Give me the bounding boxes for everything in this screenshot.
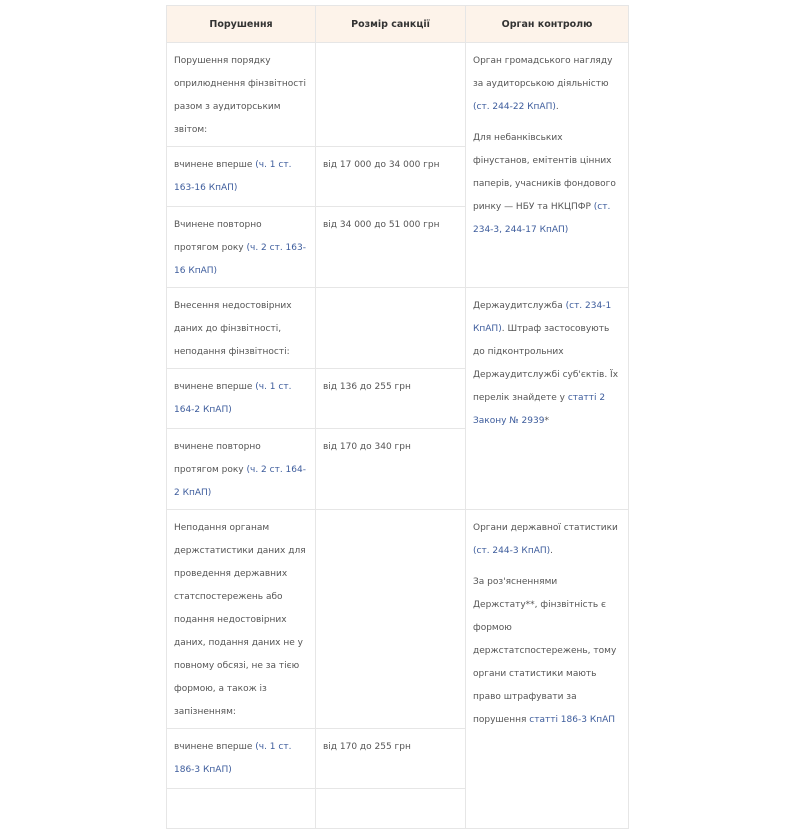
table-row — [167, 43, 629, 147]
law-reference-link[interactable]: (ч. 1 ст. 186-3 КпАП) — [174, 742, 292, 775]
text-segment: * — [544, 416, 549, 426]
text-segment: Вчинене повторно протягом року — [174, 220, 262, 253]
violation-cell — [167, 207, 316, 288]
law-reference-link[interactable]: (ч. 1 ст. 163-16 КпАП) — [174, 160, 292, 193]
text-segment: За роз'ясненнями Держстату**, фінзвітність є формою держстатспостережень, тому органи статистики мають право штрафувати за порушення — [473, 577, 617, 725]
law-reference-link[interactable]: (ст. 244-22 КпАП) — [473, 102, 556, 112]
law-reference-link[interactable]: статті 186-3 КпАП — [529, 715, 616, 725]
sanction-cell — [316, 43, 466, 147]
law-reference-link[interactable]: (ст. 234-1 КпАП) — [473, 301, 612, 334]
sanction-cell: від 170 до 340 грн — [316, 429, 466, 510]
text-segment: Для небанківських фінустанов, емітентів цінних паперів, учасників фондового ринку — НБУ та НКЦПФР — [473, 133, 616, 212]
authority-paragraph — [473, 127, 621, 242]
header-violation: Порушення — [167, 6, 316, 43]
text-segment: Порушення порядку оприлюднення фінзвітності разом з аудиторським звітом: — [174, 56, 306, 135]
authority-cell — [466, 288, 629, 510]
text-segment: Внесення недостовірних даних до фінзвітності, неподання фінзвітності: — [174, 301, 292, 357]
law-reference-link[interactable]: (ч. 2 ст. 164-2 КпАП) — [174, 465, 306, 498]
sanction-cell: від 170 до 255 грн — [316, 729, 466, 789]
authority-paragraph — [473, 517, 621, 563]
sanction-cell — [316, 288, 466, 369]
law-reference-link[interactable]: (ч. 2 ст. 163-16 КпАП) — [174, 243, 306, 276]
table-row — [167, 510, 629, 729]
sanction-cell: від 136 до 255 грн — [316, 369, 466, 429]
text-segment: Органи державної статистики — [473, 523, 618, 533]
header-authority: Орган контролю — [466, 6, 629, 43]
violation-cell — [167, 510, 316, 729]
table-row — [167, 288, 629, 369]
header-sanction: Розмір санкції — [316, 6, 466, 43]
text-segment: Орган громадського нагляду за аудиторською діяльністю — [473, 56, 613, 89]
violation-cell — [167, 789, 316, 829]
authority-cell — [466, 510, 629, 829]
sanction-cell — [316, 789, 466, 829]
text-segment: вчинене повторно протягом року — [174, 442, 261, 475]
violation-cell — [167, 288, 316, 369]
text-segment: Держаудитслужба — [473, 301, 566, 311]
violation-cell — [167, 43, 316, 147]
text-segment: вчинене вперше — [174, 160, 256, 170]
law-reference-link[interactable]: (ч. 1 ст. 164-2 КпАП) — [174, 382, 292, 415]
text-segment: вчинене вперше — [174, 742, 256, 752]
violation-cell — [167, 147, 316, 207]
law-reference-link[interactable]: (ст. 244-3 КпАП) — [473, 546, 551, 556]
violation-cell — [167, 369, 316, 429]
text-segment: . — [550, 546, 554, 556]
sanction-cell: від 17 000 до 34 000 грн — [316, 147, 466, 207]
authority-paragraph — [473, 571, 621, 732]
text-segment: . Штраф застосовують до підконтрольних Держаудитслужбі суб'єктів. Їх перелік знайдете у — [473, 324, 619, 403]
text-segment: . — [555, 102, 559, 112]
law-reference-link[interactable]: статті 2 Закону № 2939 — [473, 393, 606, 426]
authority-paragraph — [473, 50, 621, 119]
sanction-cell — [316, 510, 466, 729]
violation-cell — [167, 729, 316, 789]
text-segment: Неподання органам держстатистики даних для проведення державних статспостережень або подання недостовірних даних, подання даних не у повному обсязі, не за тією формою, а також із запізненням: — [174, 523, 306, 717]
sanctions-table — [166, 5, 629, 829]
authority-paragraph — [473, 295, 621, 433]
authority-cell — [466, 43, 629, 288]
table-body — [167, 43, 629, 829]
table-header-row — [167, 6, 629, 43]
text-segment: вчинене вперше — [174, 382, 256, 392]
law-reference-link[interactable]: (ст. 234-3, 244-17 КпАП) — [473, 202, 611, 235]
sanction-cell: від 34 000 до 51 000 грн — [316, 207, 466, 288]
violation-cell — [167, 429, 316, 510]
